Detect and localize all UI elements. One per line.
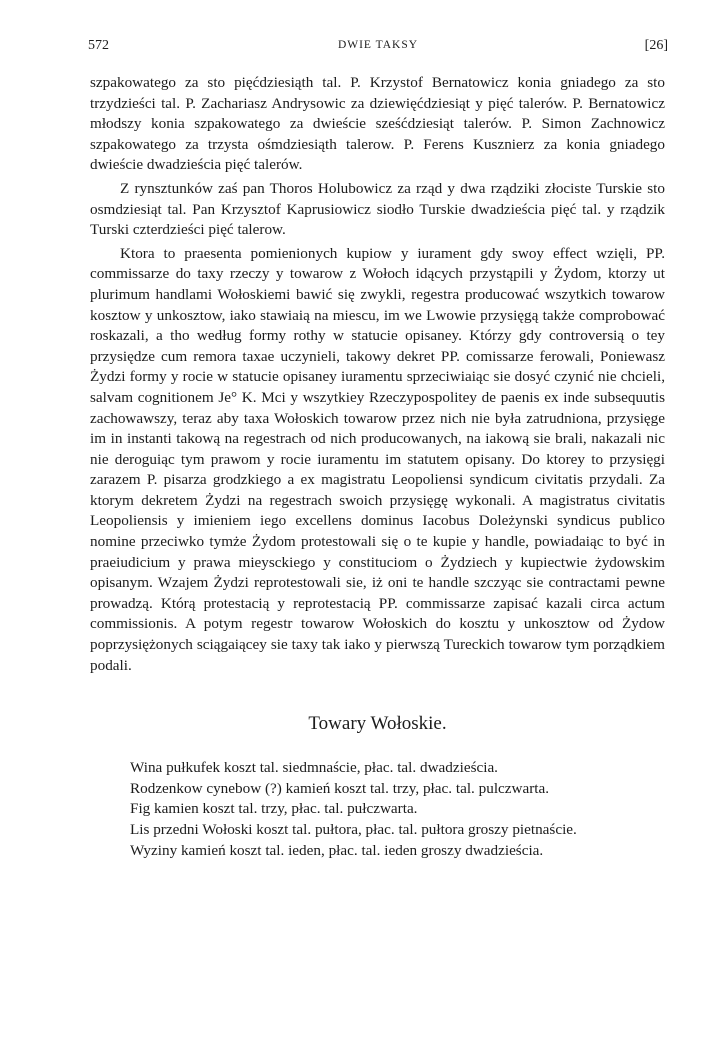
list-item: Wina pułkufek koszt tal. siedmnaście, płac. tal. dwadzieścia. <box>130 759 498 777</box>
section-title: Towary Wołoskie. <box>308 713 447 735</box>
goods-list <box>90 758 665 861</box>
list-item: Rodzenkow cynebow (?) kamień koszt tal. trzy, płac. tal. pulczwarta. <box>130 779 550 797</box>
original-page-number: [26] <box>644 38 668 53</box>
paragraph-rynsztunki: Z rynsztunków zaś pan Thoros Holubowicz za rząd y dwa rządziki złociste Turskie sto osmdziesiąt tal. Pan Krzysztof Kaprusiowicz siodło Turskie dwadzieścia pięć tal. y rządzik Turski czterdzieści pięć talerow. <box>90 179 665 239</box>
running-title: DWIE TAKSY <box>337 39 419 51</box>
page-header <box>88 38 668 60</box>
list-item: Wyziny kamień koszt tal. ieden, płac. tal. ieden groszy dwadzieścia. <box>130 841 544 859</box>
paragraph-taxa-decree: Ktora to praesenta pomienionych kupiow y iurament gdy swoy effect wzięli, PP. commissarze do taxy rzeczy y towarow z Wołoch idących przystąpili y Żydom, ktorzy ut plurimum handlami Wołoskiemi bawić się zwykli, regestra producować wszytkich towarow kosztow y unkosztow, iako stawiaią na miescu, im we Lwowie przysięgą także comprobować roskazali, a tho według formy rothy w statucie opisaney. Którzy gdy controversią o tey przysiędze cum remora taxae uczynieli, takowy dekret PP. comissarze ferowali, Poniewasz Żydzi formy y rocie w statucie opisaney iuramentu sprzeciwiaiąc sie dosyć czynić nie chcieli, salvam cognitionem Je° K. Mci y wszytkiey Rzeczypospolitey de paenis ex inde subsequutis zachowawszy, teraz aby taxa Wołoskich towarow przez nich nie była zatrudniona, przysięge im in instanti takową na regestrach od nich producowanych, na iakową sie brali, nakazali nic nie deroguiąc tym prawom y rocie iuramentu im statutem opisany. Do ktorey to przysięgi zarazem P. pisarza grodzkiego a ex magistratu Leopoliensi syndicum civitatis przydali. Za ktorym dekretem Żydzi na regestrach swoich przysięgę wykonali. A magistratus civitatis Leopoliensis y imieniem iego excellens dominus Iacobus Doleżynski syndicus publico nomine przeciwko tymże Żydom protestowali się o te kupie y handle, powiadaiąc to być in praeiudicium y prawa mieysckiego y constituciom o Żydziech y kupiectwie żydowskim opisanym. Wzajem Żydzi reprotestowali sie, iż oni te handle szczyąc sie contractami pewne prowadzą. Którą protestacią y reprotestacią PP. commissarze zapisać kazali circa actum commissionis. A potym regestr towarow Wołoskich do kosztu y unkosztow od Żydow poprzysiężonych sciągaiącey sie taxy tak iako y pierwszą Tureckich towarow tym porządkiem podali. <box>90 244 665 674</box>
page-number: 572 <box>88 38 109 53</box>
list-item: Fig kamien koszt tal. trzy, płac. tal. pułczwarta. <box>130 800 418 818</box>
paragraph-continued: szpakowatego za sto pięćdziesiąth tal. P. Krzystof Bernatowicz konia gniadego za sto trzydzieści tal. P. Zachariasz Andrysowic za dziewięćdziesiąt y pięć talerów. P. Bernatowicz młodszy konia szpakowatego za dwieście sześćdziesiąt talerów. P. Simon Zachnowicz szpakowatego za trzysta ośmdziesiąth talerow. P. Ferens Kusznierz za konia gniadego dwieście dwadzieścia pięć talerów. <box>90 74 665 174</box>
list-item: Lis przedni Wołoski koszt tal. pułtora, płac. tal. pułtora groszy pietnaście. <box>130 821 577 838</box>
page-body <box>90 73 665 861</box>
